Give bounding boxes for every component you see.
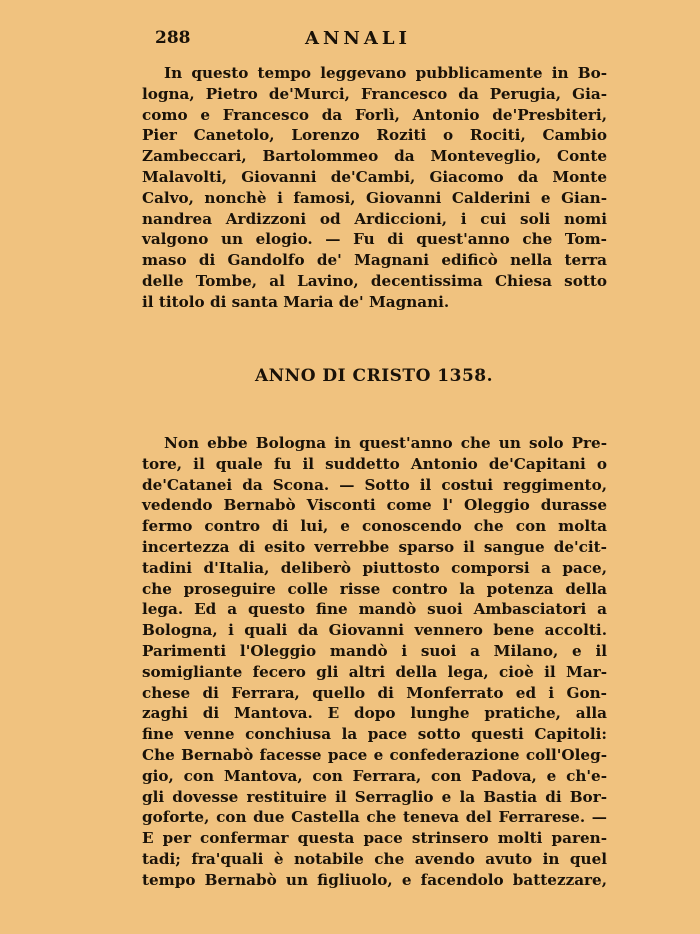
paragraph-1	[142, 63, 607, 313]
text-line: valgono un elogio. — Fu di quest'anno che Tom-	[142, 230, 607, 249]
text-line: gli dovesse restituire il Serraglio e la Bastia di Bor-	[142, 787, 607, 806]
page-header	[155, 28, 595, 52]
text-line: chese di Ferrara, quello di Monferrato ed i Gon-	[142, 683, 607, 702]
text-line: incertezza di esito verrebbe sparso il sangue de'cit-	[142, 537, 607, 556]
text-line: che proseguire colle risse contro la potenza della	[142, 579, 607, 598]
text-line: maso di Gandolfo de' Magnani edificò nella terra	[142, 251, 607, 270]
text-line: tadini d'Italia, deliberò piuttosto comporsi a pace,	[142, 558, 607, 577]
text-line: Parimenti l'Oleggio mandò i suoi a Milano, e il	[142, 641, 607, 660]
text-line: E per confermar questa pace strinsero molti paren-	[142, 829, 607, 848]
text-line: de'Catanei da Scona. — Sotto il costui reggimento,	[142, 475, 607, 494]
text-line: Malavolti, Giovanni de'Cambi, Giacomo da Monte	[142, 167, 607, 186]
text-line: como e Francesco da Forlì, Antonio de'Presbiteri,	[142, 105, 607, 124]
text-line: fermo contro di lui, e conoscendo che con molta	[142, 517, 607, 536]
section-heading-text: ANNO DI CRISTO 1358.	[254, 366, 494, 386]
running-title: ANNALI	[305, 28, 411, 49]
text-line: Pier Canetolo, Lorenzo Roziti o Rociti, Cambio	[142, 126, 607, 145]
text-line: vedendo Bernabò Visconti come l' Oleggio durasse	[142, 496, 607, 515]
text-line: logna, Pietro de'Murci, Francesco da Perugia, Gia-	[142, 84, 607, 103]
text-line: lega. Ed a questo fine mandò suoi Ambasciatori a	[142, 600, 607, 619]
section-heading	[0, 366, 700, 386]
text-line: somigliante fecero gli altri della lega, cioè il Mar-	[142, 662, 607, 681]
text-line: delle Tombe, al Lavino, decentissima Chiesa sotto	[142, 271, 607, 290]
text-line: In questo tempo leggevano pubblicamente in Bo-	[164, 64, 607, 82]
text-line: goforte, con due Castella che teneva del Ferrarese. —	[142, 808, 607, 827]
text-line: Zambeccari, Bartolommeo da Monteveglio, Conte	[142, 147, 607, 166]
text-line: Non ebbe Bologna in quest'anno che un solo Pre-	[164, 434, 607, 452]
text-line: Che Bernabò facesse pace e confederazione coll'Oleg-	[142, 745, 607, 764]
text-line: zaghi di Mantova. E dopo lunghe pratiche, alla	[142, 704, 607, 723]
page-number: 288	[155, 28, 191, 48]
text-line: tadi; fra'quali è notabile che avendo avuto in quel	[142, 849, 607, 868]
text-line: tore, il quale fu il suddetto Antonio de'Capitani o	[142, 454, 607, 473]
text-line: Bologna, i quali da Giovanni vennero bene accolti.	[142, 621, 607, 640]
text-line: gio, con Mantova, con Ferrara, con Padova, e ch'e-	[142, 766, 607, 785]
text-line: nandrea Ardizzoni od Ardiccioni, i cui soli nomi	[142, 209, 607, 228]
text-line: Calvo, nonchè i famosi, Giovanni Calderini e Gian-	[142, 188, 607, 207]
text-line: tempo Bernabò un figliuolo, e facendolo battezzare,	[142, 870, 607, 889]
paragraph-2	[142, 433, 607, 891]
text-line: fine venne conchiusa la pace sotto questi Capitoli:	[142, 725, 607, 744]
text-line: il titolo di santa Maria de' Magnani.	[142, 292, 450, 311]
